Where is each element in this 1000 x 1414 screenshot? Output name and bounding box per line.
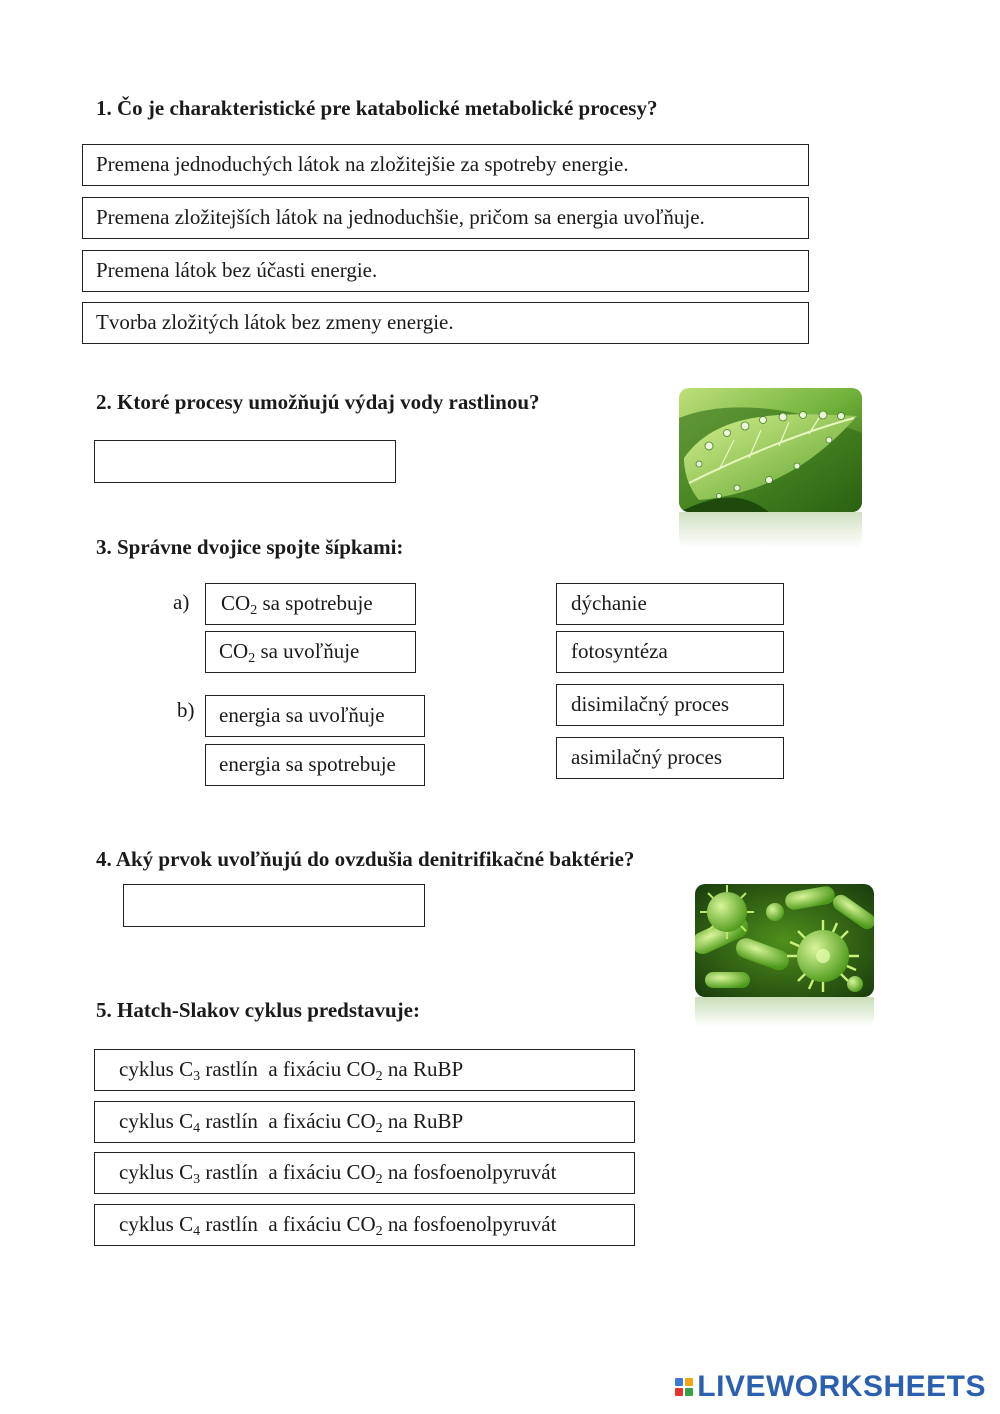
q3-left-item-4[interactable] (205, 744, 425, 786)
q3-right-item-3[interactable] (556, 684, 784, 726)
bacteria-image (695, 884, 874, 997)
logo-brand-text: LIVEWORKSHEETS (697, 1370, 986, 1403)
q1-option-3[interactable] (82, 250, 809, 292)
q3-right-text: asimilačný proces (571, 745, 723, 769)
q3-right-text: dýchanie (571, 591, 647, 615)
q5-option-text: cyklus $C_3$ rastlín a fixáciu $CO_2$ na RuBP (119, 1057, 464, 1084)
q3-right-item-2[interactable] (556, 631, 784, 673)
question-3-title: 3. Správne dvojice spojte šípkami: (96, 535, 404, 559)
leaf-water-drops-image (679, 388, 862, 512)
question-4-title: 4. Aký prvok uvoľňujú do ovzdušia denitrifikačné baktérie? (96, 847, 635, 871)
q5-option-text: cyklus $C_3$ rastlín a fixáciu $CO_2$ na fosfoenolpyruvát (119, 1160, 557, 1187)
q1-option-text: Premena zložitejších látok na jednoduchšie, pričom sa energia uvoľňuje. (96, 205, 705, 229)
q3-left-item-3[interactable] (205, 695, 425, 737)
q3-right-item-1[interactable] (556, 583, 784, 625)
group-a-label: a) (173, 590, 190, 614)
question-1-title: 1. Čo je charakteristické pre katabolické metabolické procesy? (96, 96, 658, 120)
q3-left-item-1[interactable] (205, 583, 416, 625)
question-5-title: 5. Hatch-Slakov cyklus predstavuje: (96, 998, 420, 1022)
q1-option-2[interactable] (82, 197, 809, 239)
liveworksheets-logo[interactable] (675, 1370, 986, 1404)
q5-option-4[interactable] (94, 1204, 635, 1246)
leaf-image-reflection (679, 512, 862, 548)
q5-option-1[interactable] (94, 1049, 635, 1091)
q5-option-3[interactable] (94, 1152, 635, 1194)
q1-option-1[interactable] (82, 144, 809, 186)
q3-left-text: $CO_2$ sa uvoľňuje (219, 639, 360, 666)
q3-left-item-2[interactable] (205, 631, 416, 673)
q1-option-text: Premena jednoduchých látok na zložitejšie za spotreby energie. (96, 152, 629, 176)
group-b-label: b) (177, 698, 195, 722)
question-2-title: 2. Ktoré procesy umožňujú výdaj vody rastlinou? (96, 390, 540, 414)
logo-grid-icon (675, 1378, 693, 1396)
q1-option-text: Tvorba zložitých látok bez zmeny energie. (96, 310, 454, 334)
q5-option-text: cyklus $C_4$ rastlín a fixáciu $CO_2$ na fosfoenolpyruvát (119, 1212, 557, 1239)
q3-right-text: fotosyntéza (571, 639, 668, 663)
q5-option-2[interactable] (94, 1101, 635, 1143)
q1-option-4[interactable] (82, 302, 809, 344)
q3-left-text: energia sa spotrebuje (219, 752, 396, 776)
q1-option-text: Premena látok bez účasti energie. (96, 258, 378, 282)
q3-left-text: energia sa uvoľňuje (219, 703, 385, 727)
q3-right-item-4[interactable] (556, 737, 784, 779)
q3-left-text: $CO_2$ sa spotrebuje (221, 591, 373, 618)
q4-answer-input[interactable] (123, 884, 425, 927)
q3-right-text: disimilačný proces (571, 692, 730, 716)
q5-option-text: cyklus $C_4$ rastlín a fixáciu $CO_2$ na RuBP (119, 1109, 464, 1136)
bacteria-image-reflection (695, 997, 874, 1027)
q2-answer-input[interactable] (94, 440, 396, 483)
